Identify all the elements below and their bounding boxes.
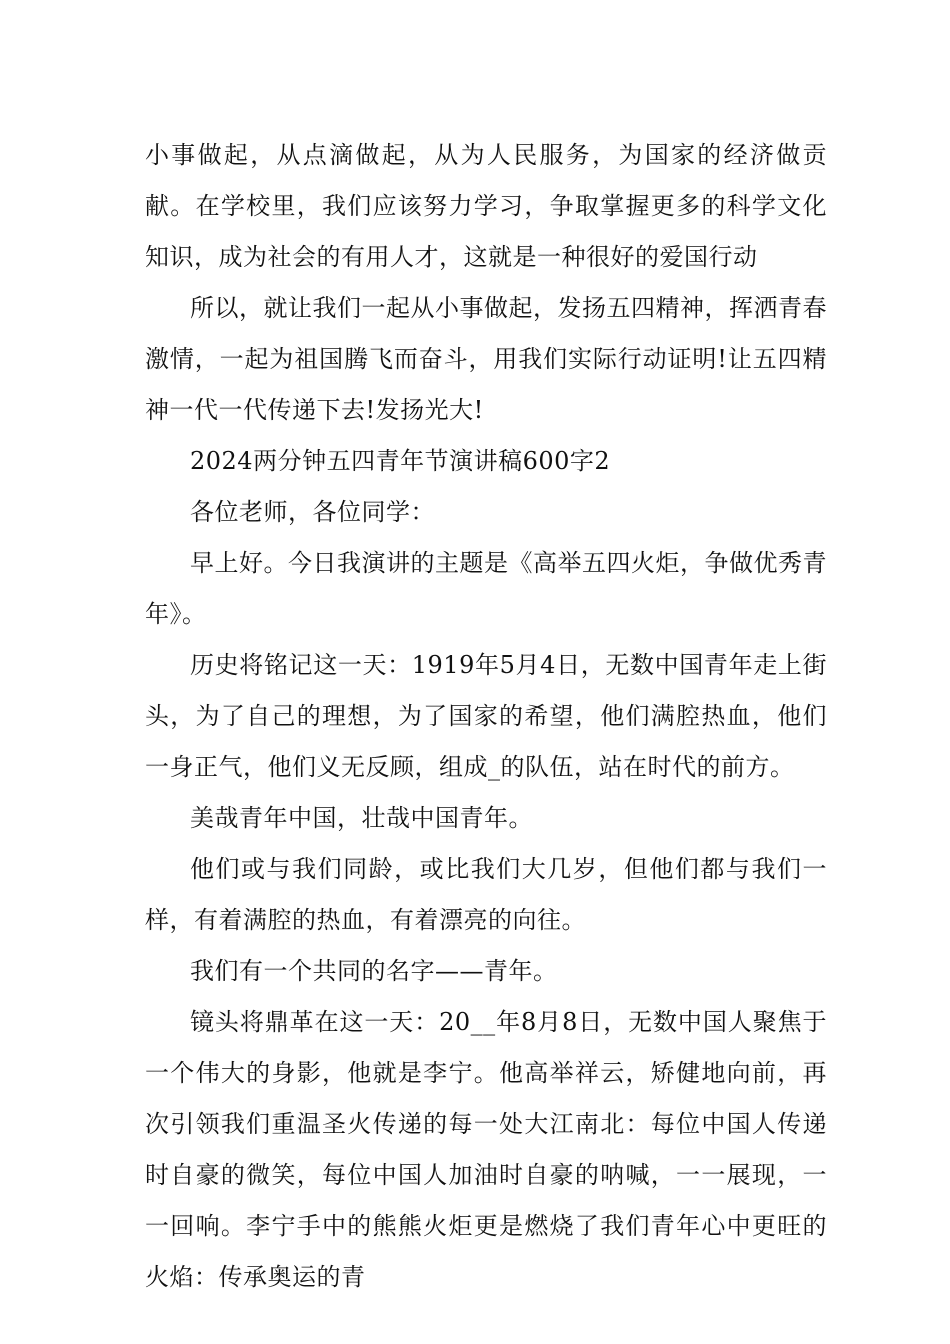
speech-title: 2024两分钟五四青年节演讲稿600字2 [190, 447, 611, 475]
paragraph-history: 历史将铭记这一天：1919年5月4日，无数中国青年走上街头，为了自己的理想，为了国家的希望，他们满腔热血，他们一身正气，他们义无反顾，组成_的队伍，站在时代的前方。 [145, 651, 827, 781]
paragraph-continuation: 小事做起，从点滴做起，从为人民服务，为国家的经济做贡献。在学校里，我们应该努力学习，争取掌握更多的科学文化知识，成为社会的有用人才，这就是一种很好的爱国行动 [145, 141, 827, 271]
paragraph-peers: 他们或与我们同龄，或比我们大几岁，但他们都与我们一样，有着满腔的热血，有着漂亮的向往。 [145, 855, 827, 934]
paragraph-closing: 所以，就让我们一起从小事做起，发扬五四精神，挥洒青春激情，一起为祖国腾飞而奋斗，用我们实际行动证明!让五四精神一代一代传递下去!发扬光大! [145, 294, 827, 424]
paragraph-greeting: 早上好。今日我演讲的主题是《高举五四火炬，争做优秀青年》。 [145, 549, 827, 628]
salutation: 各位老师，各位同学： [190, 498, 435, 526]
paragraph-exclamation: 美哉青年中国，壮哉中国青年。 [190, 804, 533, 832]
paragraph-youth-name: 我们有一个共同的名字——青年。 [190, 957, 558, 985]
paragraph-olympics: 镜头将鼎革在这一天：20__年8月8日，无数中国人聚焦于一个伟大的身影，他就是李宁。他高举祥云，矫健地向前，再次引领我们重温圣火传递的每一处大江南北：每位中国人传递时自豪的微笑，每位中国人加油时自豪的呐喊，一一展现，一一回响。李宁手中的熊熊火炬更是燃烧了我们青年心中更旺的火焰：传承奥运的青 [145, 1008, 827, 1291]
document-body [145, 130, 827, 1303]
